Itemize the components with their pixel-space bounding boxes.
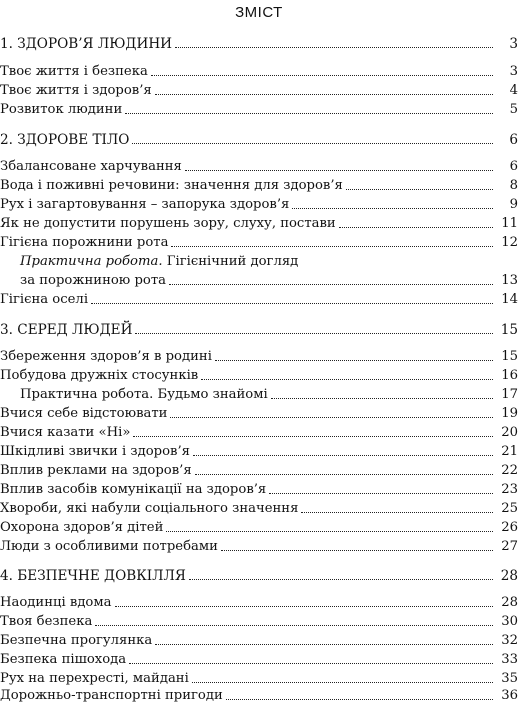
toc-leader — [125, 113, 493, 114]
toc-entry-label: Вплив реклами на здоров’я — [0, 463, 192, 478]
toc-leader — [133, 436, 493, 437]
toc-leader — [195, 474, 493, 475]
toc-entry[interactable] — [0, 648, 518, 668]
toc-entry[interactable] — [0, 402, 518, 422]
toc-entry-label: Безпечна прогулянка — [0, 633, 153, 648]
toc-entry[interactable] — [0, 535, 518, 555]
toc-entry-label: Рух і загартовування – запорука здоров’я — [0, 197, 290, 212]
toc-entry[interactable] — [0, 193, 518, 213]
toc-leader — [135, 333, 493, 334]
toc-page-number: 11 — [501, 216, 518, 231]
toc-entry[interactable] — [0, 629, 518, 649]
toc-page-number: 28 — [501, 595, 518, 610]
toc-page-number: 15 — [501, 349, 518, 364]
toc-entry-label: Гігієнічний догляд — [162, 254, 299, 269]
toc-entry-label: Шкідливі звички і здоров’я — [0, 444, 190, 459]
toc-entry-italic-label: Практична робота. — [20, 254, 163, 269]
toc-entry-label — [20, 387, 268, 403]
toc-entry-label: Побудова дружніх стосунків — [0, 368, 199, 383]
toc-section-4[interactable] — [0, 564, 518, 584]
toc-section-1[interactable] — [0, 32, 518, 52]
toc-entry-label: Дорожньо-транспортні пригоди — [0, 688, 223, 703]
toc-entry-label: Розвиток людини — [0, 102, 123, 117]
toc-entry-label: Рух на перехресті, майдані — [0, 671, 189, 686]
toc-leader — [170, 417, 493, 418]
toc-leader — [151, 75, 493, 76]
toc-entry[interactable] — [0, 98, 518, 118]
toc-leader — [192, 682, 493, 683]
toc-page-number: 35 — [501, 671, 518, 686]
toc-page-number: 21 — [501, 444, 518, 459]
toc-leader — [193, 455, 493, 456]
toc-entry-label: Вода і поживні речовини: значення для здоров’я — [0, 178, 343, 193]
toc-entry[interactable] — [0, 459, 518, 479]
toc-entry[interactable] — [0, 497, 518, 517]
toc-entry[interactable] — [0, 440, 518, 460]
toc-leader — [155, 94, 493, 95]
toc-entry[interactable] — [0, 516, 518, 536]
toc-entry[interactable] — [0, 174, 518, 194]
toc-page-number: 12 — [501, 235, 518, 250]
toc-leader — [155, 644, 493, 645]
toc-leader — [292, 208, 493, 209]
toc-leader — [132, 143, 493, 144]
toc-entry-label: Вчися себе відстоювати — [0, 406, 168, 421]
toc-section-2[interactable] — [0, 128, 518, 148]
toc-leader — [169, 284, 493, 285]
toc-page-number: 3 — [509, 36, 518, 52]
toc-entry[interactable] — [0, 345, 518, 365]
toc-entry[interactable] — [20, 269, 518, 289]
toc-leader — [201, 379, 493, 380]
toc-leader — [215, 360, 493, 361]
toc-entry[interactable] — [0, 60, 518, 80]
toc-entry[interactable] — [0, 591, 518, 611]
toc-entry-label: Наодинці вдома — [0, 595, 112, 610]
toc-leader — [115, 606, 494, 607]
toc-page-number: 25 — [501, 501, 518, 516]
toc-leader — [175, 47, 493, 48]
toc-leader — [129, 663, 493, 664]
toc-page-number: 9 — [509, 197, 518, 212]
toc-leader — [271, 398, 493, 399]
toc-page-number: 16 — [501, 368, 518, 383]
toc-entry-label: Збереження здоров’я в родині — [0, 349, 212, 364]
toc-entry[interactable] — [0, 231, 518, 251]
toc-page-number: 14 — [501, 292, 518, 307]
toc-page-number: 23 — [501, 482, 518, 497]
toc-page-number: 15 — [500, 322, 518, 338]
toc-page-number: 28 — [500, 568, 518, 584]
toc-page-number: 22 — [501, 463, 518, 478]
toc-section-label: 1. ЗДОРОВ’Я ЛЮДИНИ — [0, 36, 173, 52]
toc-page-number: 8 — [509, 178, 518, 193]
toc-entry[interactable] — [0, 421, 518, 441]
toc-leader — [189, 579, 493, 580]
toc-entry-label: Охорона здоров’я дітей — [0, 520, 164, 535]
toc-page-number: 20 — [501, 425, 518, 440]
toc-page-number: 13 — [501, 273, 518, 288]
toc-leader — [185, 170, 493, 171]
toc-leader — [346, 189, 493, 190]
toc-page-number: 3 — [509, 64, 518, 79]
toc-leader — [91, 303, 493, 304]
toc-entry-label: за порожниною рота — [20, 273, 167, 288]
toc-page-number: 30 — [501, 614, 518, 629]
toc-section-label: 3. СЕРЕД ЛЮДЕЙ — [0, 322, 133, 338]
toc-entry[interactable] — [0, 212, 518, 232]
toc-page-number: 6 — [509, 159, 518, 174]
toc-leader — [269, 493, 493, 494]
toc-page-number: 36 — [501, 688, 518, 703]
toc-entry-label: Збалансоване харчування — [0, 159, 182, 174]
toc-page-number: 32 — [501, 633, 518, 648]
toc-leader — [339, 227, 493, 228]
toc-page-number: 33 — [501, 652, 518, 667]
toc-entry-label: Люди з особливими потребами — [0, 539, 218, 554]
toc-page-number: 19 — [501, 406, 518, 421]
toc-entry[interactable] — [0, 684, 518, 704]
page-title: ЗМІСТ — [235, 4, 283, 21]
toc-entry-label: Як не допустити порушень зору, слуху, постави — [0, 216, 336, 231]
toc-entry-label-rest: Будьмо знайомі — [153, 387, 268, 402]
toc-page-number: 4 — [509, 83, 518, 98]
toc-page-number: 17 — [501, 387, 518, 402]
toc-entry-label: Твоє життя і здоров’я — [0, 83, 152, 98]
toc-entry-label: Хвороби, які набули соціального значення — [0, 501, 299, 516]
toc-section-label: 2. ЗДОРОВЕ ТІЛО — [0, 132, 130, 148]
toc-section-label: 4. БЕЗПЕЧНЕ ДОВКІЛЛЯ — [0, 568, 186, 584]
toc-page-number: 27 — [501, 539, 518, 554]
toc-section-3[interactable] — [0, 318, 518, 338]
toc-entry-label: Гігієна оселі — [0, 292, 89, 307]
toc-entry-label: Вчися казати «Ні» — [0, 425, 131, 440]
toc-entry-line1[interactable] — [20, 254, 298, 270]
toc-page-number: 6 — [509, 132, 518, 148]
toc-entry-italic-label: Практична робота. — [20, 387, 154, 402]
toc-entry[interactable] — [0, 288, 518, 308]
toc-leader — [171, 246, 493, 247]
toc-entry-label: Гігієна порожнини рота — [0, 235, 169, 250]
toc-entry-label: Вплив засобів комунікації на здоров’я — [0, 482, 267, 497]
toc-entry[interactable] — [0, 364, 518, 384]
toc-leader — [95, 625, 493, 626]
toc-entry-label: Твоя безпека — [0, 614, 93, 629]
toc-leader — [221, 550, 493, 551]
toc-entry[interactable] — [20, 383, 518, 403]
toc-entry[interactable] — [0, 478, 518, 498]
toc-page-number: 26 — [501, 520, 518, 535]
toc-entry[interactable] — [0, 79, 518, 99]
toc-entry-label: Твоє життя і безпека — [0, 64, 148, 79]
toc-entry[interactable] — [0, 610, 518, 630]
toc-leader — [166, 531, 493, 532]
toc-entry[interactable] — [0, 155, 518, 175]
toc-entry-label: Безпека пішохода — [0, 652, 127, 667]
toc-leader — [301, 512, 493, 513]
toc-page-number: 5 — [509, 102, 518, 117]
